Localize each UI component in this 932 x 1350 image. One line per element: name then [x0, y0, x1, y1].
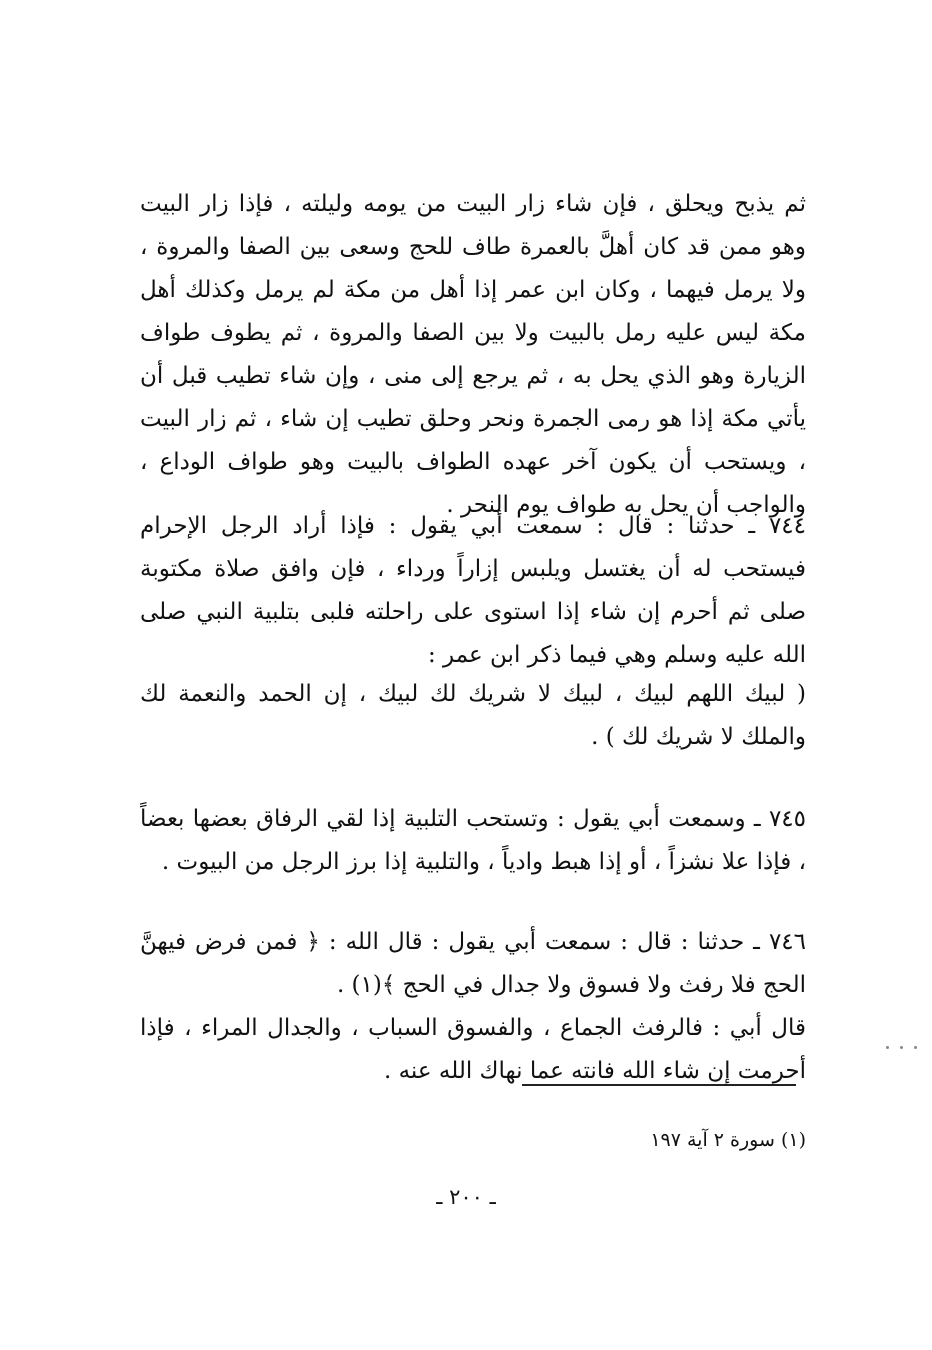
page-number: ـ ٢٠٠ ـ [436, 1185, 496, 1209]
scan-speck [900, 1046, 903, 1049]
paragraph-hadith-745: ٧٤٥ ـ وسمعت أبي يقول : وتستحب التلبية إذا لقي الرفاق بعضها بعضاً ، فإذا علا نشزاً ، أو إذا هبط وادياً ، والتلبية إذا برز الرجل من البيوت . [140, 806, 806, 875]
paragraph-talbiyah: ( لبيك اللهم لبيك ، لبيك لا شريك لك لبيك ، إن الحمد والنعمة لك والملك لا شريك لك ) . [140, 681, 806, 750]
scan-speck [886, 1046, 889, 1049]
footnote: (١) سورة ٢ آية ١٩٧ [650, 1129, 806, 1151]
paragraph-hadith-744: ٧٤٤ ـ حدثنا : قال : سمعت أبي يقول : فإذا أراد الرجل الإحرام فيستحب له أن يغتسل ويلبس إزاراً ورداء ، فإن وافق صلاة مكتوبة صلى ثم أحرم إن شاء إذا استوى على راحلته فلبى بتلبية النبي صلى الله عليه وسلم وهي فيما ذكر ابن عمر : [140, 513, 806, 668]
scan-speck [914, 1046, 917, 1049]
footnote-divider [522, 1084, 796, 1086]
paragraph-hajj-rites: ثم يذبح ويحلق ، فإن شاء زار البيت من يومه وليلته ، فإذا زار البيت وهو ممن قد كان أهلَّ بالعمرة طاف للحج وسعى بين الصفا والمروة ، ولا يرمل فيهما ، وكان ابن عمر إذا أهل من مكة لم يرمل وكذلك أهل مكة ليس عليه رمل بالبيت ولا بين الصفا والمروة ، ثم يطوف طواف الزيارة وهو الذي يحل به ، ثم يرجع إلى منى ، وإن شاء تطيب قبل أن يأتي مكة إذا هو رمى الجمرة ونحر وحلق تطيب إن شاء ، ثم زار البيت ، ويستحب أن يكون آخر عهده الطواف بالبيت وهو طواف الوداع ، والواجب أن يحل به طواف يوم النحر . [140, 191, 806, 518]
paragraph-commentary: قال أبي : فالرفث الجماع ، والفسوق السباب ، والجدال المراء ، فإذا أحرمت إن شاء الله فانته عما نهاك الله عنه . [140, 1015, 806, 1084]
paragraph-hadith-746: ٧٤٦ ـ حدثنا : قال : سمعت أبي يقول : قال الله : ﴿ فمن فرض فيهنَّ الحج فلا رفث ولا فسوق ولا جدال في الحج ﴾(١) . [140, 929, 806, 998]
